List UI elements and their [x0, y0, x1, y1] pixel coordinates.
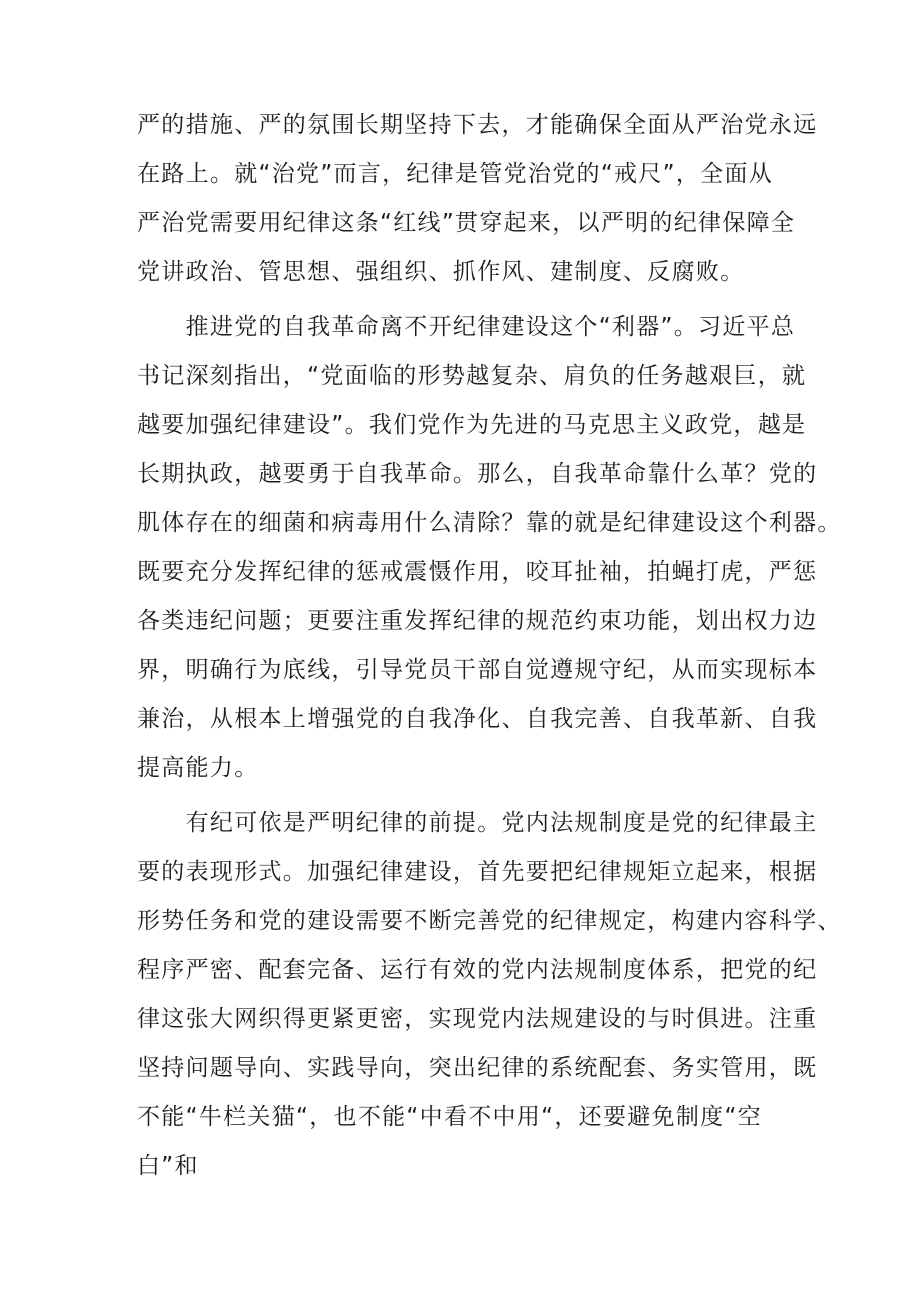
paragraph-1 [137, 101, 818, 297]
paragraph-line: 有纪可依是严明纪律的前提。党内法规制度是党的纪律最主 [137, 810, 818, 836]
paragraph-line: 不能“牛栏关猫“，也不能“中看不中用“，还要避免制度“空 [137, 1104, 762, 1130]
paragraph-line: 在路上。就“治党”而言，纪律是管党治党的“戒尺”，全面从 [137, 161, 774, 187]
paragraph-line: 坚持问题导向、实践导向，突出纪律的系统配套、务实管用，既 [137, 1055, 818, 1081]
paragraph-line: 党讲政治、管思想、强组织、抓作风、建制度、反腐败。 [137, 259, 745, 285]
paragraph-line: 程序严密、配套完备、运行有效的党内法规制度体系，把党的纪 [137, 957, 818, 983]
paragraph-line: 界，明确行为底线，引导党员干部自觉遵规守纪，从而实现标本 [137, 657, 818, 683]
paragraph-line: 长期执政，越要勇于自我革命。那么，自我革命靠什么革？党的 [137, 461, 818, 487]
paragraph-line: 形势任务和党的建设需要不断完善党的纪律规定，构建内容科学、 [137, 908, 842, 934]
paragraph-line: 兼治，从根本上增强党的自我净化、自我完善、自我革新、自我 [137, 706, 818, 732]
paragraph-3 [137, 799, 842, 1191]
paragraph-line: 既要充分发挥纪律的惩戒震慑作用，咬耳扯袖，拍蝇打虎，严惩 [137, 559, 818, 585]
paragraph-2 [137, 303, 842, 793]
document-body [137, 101, 842, 1191]
paragraph-line: 肌体存在的细菌和病毒用什么清除？靠的就是纪律建设这个利器。 [137, 510, 842, 536]
paragraph-line: 要的表现形式。加强纪律建设，首先要把纪律规矩立起来，根据 [137, 859, 818, 885]
paragraph-line: 推进党的自我革命离不开纪律建设这个“利器”。习近平总 [137, 314, 796, 340]
paragraph-line: 白”和 [137, 1153, 199, 1179]
paragraph-line: 严的措施、严的氛围长期坚持下去，才能确保全面从严治党永远 [137, 112, 818, 138]
paragraph-line: 严治党需要用纪律这条“红线”贯穿起来，以严明的纪律保障全 [137, 210, 796, 236]
paragraph-line: 书记深刻指出，“党面临的形势越复杂、肩负的任务越艰巨，就 [137, 363, 807, 389]
paragraph-line: 提高能力。 [137, 755, 259, 781]
paragraph-line: 律这张大网织得更紧更密，实现党内法规建设的与时俱进。注重 [137, 1006, 818, 1032]
paragraph-line: 各类违纪问题；更要注重发挥纪律的规范约束功能，划出权力边 [137, 608, 818, 634]
paragraph-line: 越要加强纪律建设”。我们党作为先进的马克思主义政党，越是 [137, 412, 807, 438]
